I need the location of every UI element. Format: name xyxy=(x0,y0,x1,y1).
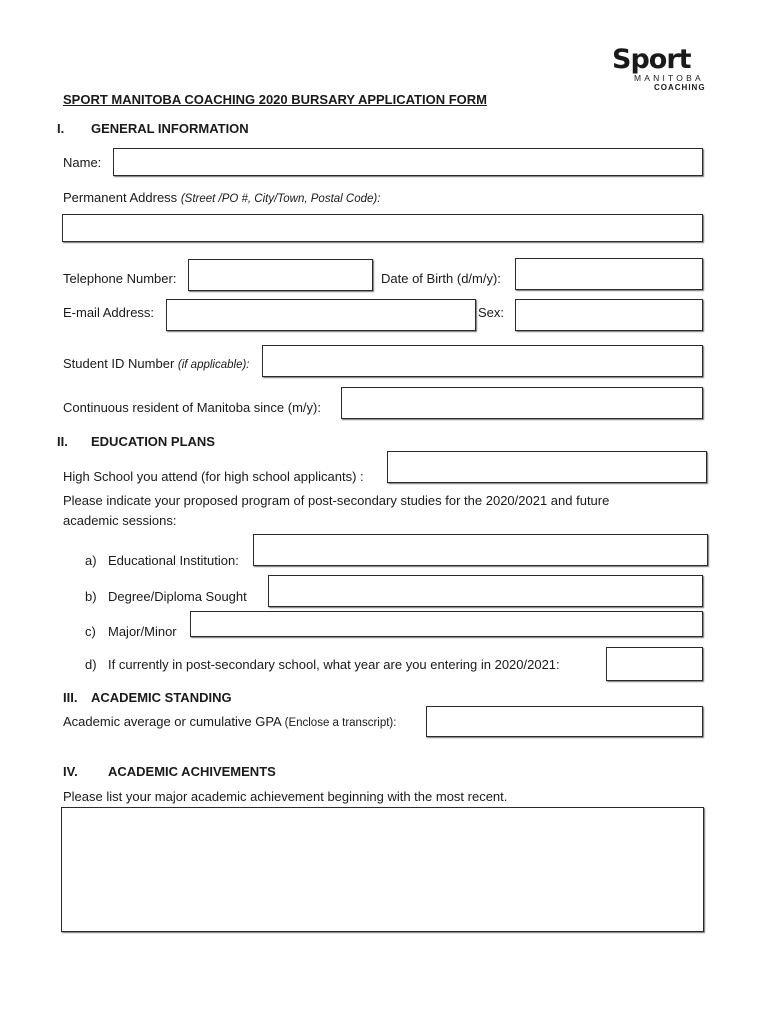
program-intro-line2: academic sessions: xyxy=(63,513,177,528)
section4-heading: ACADEMIC ACHIVEMENTS xyxy=(108,764,276,779)
resident-since-label: Continuous resident of Manitoba since (m/y): xyxy=(63,400,321,415)
gpa-field[interactable] xyxy=(426,706,703,737)
student-id-label: Student ID Number xyxy=(63,356,175,371)
year-entering-field[interactable] xyxy=(606,647,703,681)
section1-heading: GENERAL INFORMATION xyxy=(91,121,249,136)
section3-heading: ACADEMIC STANDING xyxy=(91,690,232,705)
item-b-marker: b) xyxy=(85,589,97,604)
student-id-hint: (if applicable): xyxy=(177,359,250,371)
achievements-instruction: Please list your major academic achievement beginning with the most recent. xyxy=(63,789,508,804)
gpa-hint: (Enclose a transcript): xyxy=(284,717,397,729)
high-school-label: High School you attend (for high school applicants) : xyxy=(63,469,364,484)
section1-numeral: I. xyxy=(57,121,65,136)
name-label: Name: xyxy=(63,155,102,170)
item-c-marker: c) xyxy=(85,624,96,639)
item-d-marker: d) xyxy=(85,657,97,672)
year-entering-label: If currently in post-secondary school, what year are you entering in 2020/2021: xyxy=(108,657,560,672)
section2-numeral: II. xyxy=(57,434,68,449)
logo-manitoba-text: MANITOBA xyxy=(634,73,704,83)
major-minor-field[interactable] xyxy=(190,611,703,637)
email-field[interactable] xyxy=(166,299,476,331)
sex-label: Sex: xyxy=(478,305,505,320)
logo-coaching-text: COACHING xyxy=(654,83,706,92)
gpa-label: Academic average or cumulative GPA xyxy=(63,714,281,729)
resident-since-field[interactable] xyxy=(341,387,703,419)
address-label: Permanent Address xyxy=(63,190,178,205)
logo-wordmark: Sport xyxy=(612,44,691,75)
sex-field[interactable] xyxy=(515,299,703,331)
dob-field[interactable] xyxy=(515,258,703,290)
student-id-label-group xyxy=(63,356,250,371)
institution-label: Educational Institution: xyxy=(108,553,239,568)
student-id-field[interactable] xyxy=(262,345,703,377)
address-hint: (Street /PO #, City/Town, Postal Code): xyxy=(180,193,381,205)
section4-numeral: IV. xyxy=(63,764,78,779)
institution-field[interactable] xyxy=(253,534,708,566)
high-school-field[interactable] xyxy=(387,451,707,483)
form-title: SPORT MANITOBA COACHING 2020 BURSARY APPLICATION FORM xyxy=(63,92,487,107)
gpa-label-group xyxy=(63,714,396,729)
achievements-textarea[interactable] xyxy=(61,807,704,932)
section2-heading: EDUCATION PLANS xyxy=(91,434,215,449)
major-minor-label: Major/Minor xyxy=(108,624,177,639)
name-field[interactable] xyxy=(113,148,703,176)
email-label: E-mail Address: xyxy=(63,305,155,320)
section3-numeral: III. xyxy=(63,690,78,705)
address-label-group xyxy=(63,190,380,205)
degree-field[interactable] xyxy=(268,575,703,607)
telephone-label: Telephone Number: xyxy=(63,271,177,286)
sport-manitoba-logo xyxy=(612,46,704,92)
item-a-marker: a) xyxy=(85,553,97,568)
telephone-field[interactable] xyxy=(188,259,373,291)
program-intro-line1: Please indicate your proposed program of post-secondary studies for the 2020/2021 and future xyxy=(63,493,610,508)
degree-label: Degree/Diploma Sought xyxy=(108,589,247,604)
dob-label: Date of Birth (d/m/y): xyxy=(381,271,501,286)
address-field[interactable] xyxy=(62,214,703,242)
